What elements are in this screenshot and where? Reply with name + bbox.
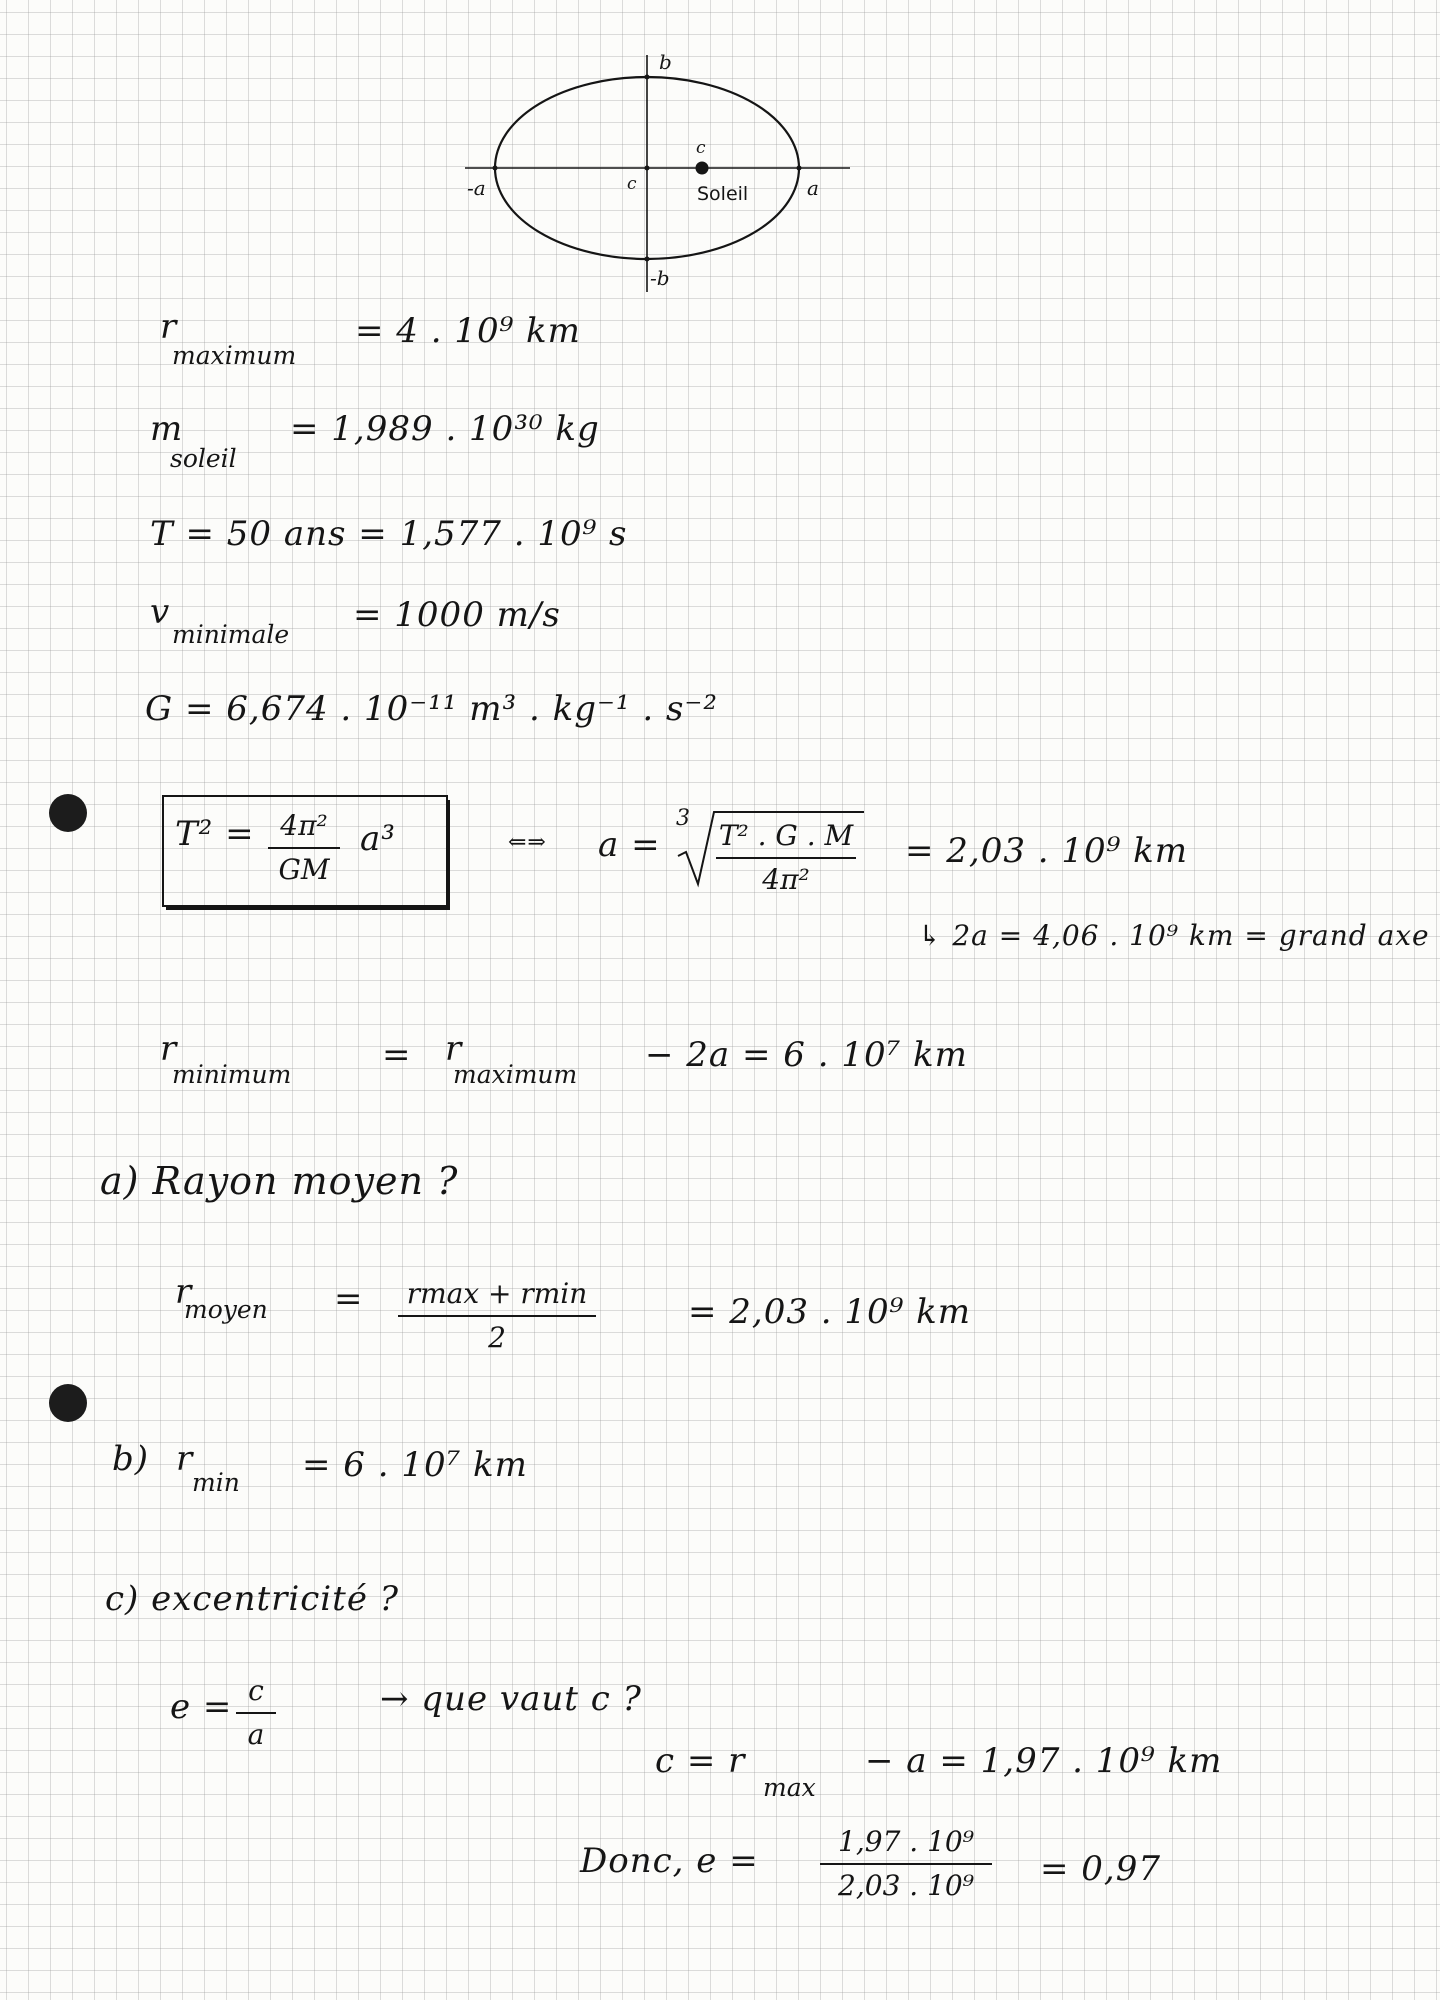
eccentricity-fraction bbox=[236, 1673, 276, 1754]
rmin-lhs-subscript: minimum bbox=[172, 1060, 292, 1089]
point-a bbox=[797, 166, 802, 171]
final-frac-num: 1,97 . 10⁹ bbox=[838, 1825, 974, 1858]
period-value: T = 50 ans = 1,577 . 10⁹ s bbox=[150, 514, 628, 554]
root-fraction bbox=[716, 818, 856, 899]
gravity-constant: G = 6,674 . 10⁻¹¹ m³ . kg⁻¹ . s⁻² bbox=[145, 689, 718, 729]
kepler-fraction bbox=[268, 808, 340, 889]
root-frac-num: T² . G . M bbox=[718, 819, 854, 852]
rmin-b-subscript: min bbox=[192, 1468, 240, 1497]
root-frac-bar bbox=[716, 857, 856, 859]
orbit-ellipse-drawing bbox=[455, 30, 855, 300]
c-rmax-subscript: max bbox=[763, 1773, 816, 1802]
label-sun: Soleil bbox=[697, 183, 749, 205]
rmoyen-fraction bbox=[398, 1276, 596, 1357]
rmin-mid-symbol: r bbox=[445, 1029, 463, 1069]
root-frac-den: 4π² bbox=[762, 863, 810, 897]
rmin-lhs-symbol: r bbox=[160, 1029, 178, 1069]
kepler-frac-bar bbox=[268, 847, 340, 849]
rmoyen-equals: = bbox=[334, 1279, 364, 1319]
part-a-heading: a) Rayon moyen ? bbox=[100, 1159, 459, 1203]
semi-major-result: = 2,03 . 10⁹ km bbox=[905, 831, 1188, 871]
question-c: → que vaut c ? bbox=[380, 1679, 642, 1719]
rmin-mid-subscript: maximum bbox=[453, 1060, 578, 1089]
c-lhs: c = r bbox=[655, 1741, 746, 1781]
rmax-symbol: r bbox=[160, 307, 178, 347]
orbit-diagram bbox=[455, 30, 855, 300]
kepler-frac-den: GM bbox=[278, 853, 330, 887]
sun-dot bbox=[696, 162, 709, 175]
rmin-rest: − 2a = 6 . 10⁷ km bbox=[645, 1035, 968, 1075]
label-c-center: c bbox=[627, 174, 637, 194]
kepler-rhs: a³ bbox=[360, 819, 396, 859]
rmoyen-subscript: moyen bbox=[184, 1295, 268, 1324]
rmoyen-frac-bar bbox=[398, 1315, 596, 1317]
equivalence-arrow: ⇐⇒ bbox=[508, 830, 547, 855]
ecc-frac-bar bbox=[236, 1712, 276, 1714]
ecc-frac-den: a bbox=[247, 1718, 265, 1752]
kepler-lhs: T² = bbox=[175, 814, 255, 854]
point-minus-b bbox=[645, 257, 650, 262]
final-frac-den: 2,03 . 10⁹ bbox=[838, 1869, 974, 1903]
final-frac-bar bbox=[820, 1863, 992, 1865]
rmin-equals: = bbox=[382, 1035, 412, 1075]
rmoyen-symbol: r bbox=[175, 1272, 193, 1312]
rmoyen-result: = 2,03 . 10⁹ km bbox=[688, 1292, 971, 1332]
major-axis-note: ↳ 2a = 4,06 . 10⁹ km = grand axe bbox=[918, 919, 1430, 952]
rmin-b-value: = 6 . 10⁷ km bbox=[302, 1445, 528, 1485]
point-center bbox=[645, 166, 650, 171]
binder-hole-bottom bbox=[49, 1384, 87, 1422]
msun-symbol: m bbox=[150, 409, 184, 449]
msun-value: = 1,989 . 10³⁰ kg bbox=[290, 409, 600, 449]
rmoyen-frac-num: rmax + rmin bbox=[406, 1277, 588, 1310]
eccentricity-result: = 0,97 bbox=[1040, 1849, 1161, 1889]
label-b: b bbox=[659, 50, 672, 74]
label-c-sun: c bbox=[696, 138, 706, 158]
kepler-frac-num: 4π² bbox=[280, 809, 328, 842]
eccentricity-lhs: e = bbox=[170, 1687, 233, 1727]
a-equals: a = bbox=[598, 825, 661, 865]
vmin-subscript: minimale bbox=[172, 620, 290, 649]
msun-subscript: soleil bbox=[170, 444, 237, 473]
rmax-value: = 4 . 10⁹ km bbox=[355, 311, 581, 351]
part-c-heading: c) excentricité ? bbox=[105, 1579, 399, 1619]
rmoyen-frac-den: 2 bbox=[488, 1321, 506, 1355]
c-rest: − a = 1,97 . 10⁹ km bbox=[865, 1741, 1223, 1781]
label-minus-b: -b bbox=[650, 266, 670, 290]
label-a: a bbox=[807, 176, 819, 200]
binder-hole-top bbox=[49, 794, 87, 832]
donc-label: Donc, e = bbox=[580, 1841, 759, 1881]
label-minus-a: -a bbox=[467, 176, 486, 200]
point-b bbox=[645, 75, 650, 80]
vmin-value: = 1000 m/s bbox=[353, 595, 561, 635]
cube-root-index: 3 bbox=[676, 806, 690, 831]
vmin-symbol: v bbox=[150, 592, 171, 632]
rmin-b-symbol: r bbox=[176, 1439, 194, 1479]
final-eccentricity-fraction bbox=[820, 1824, 992, 1905]
ecc-frac-num: c bbox=[248, 1674, 264, 1707]
rmax-subscript: maximum bbox=[172, 341, 297, 370]
point-minus-a bbox=[493, 166, 498, 171]
part-b-prefix: b) bbox=[112, 1439, 150, 1479]
